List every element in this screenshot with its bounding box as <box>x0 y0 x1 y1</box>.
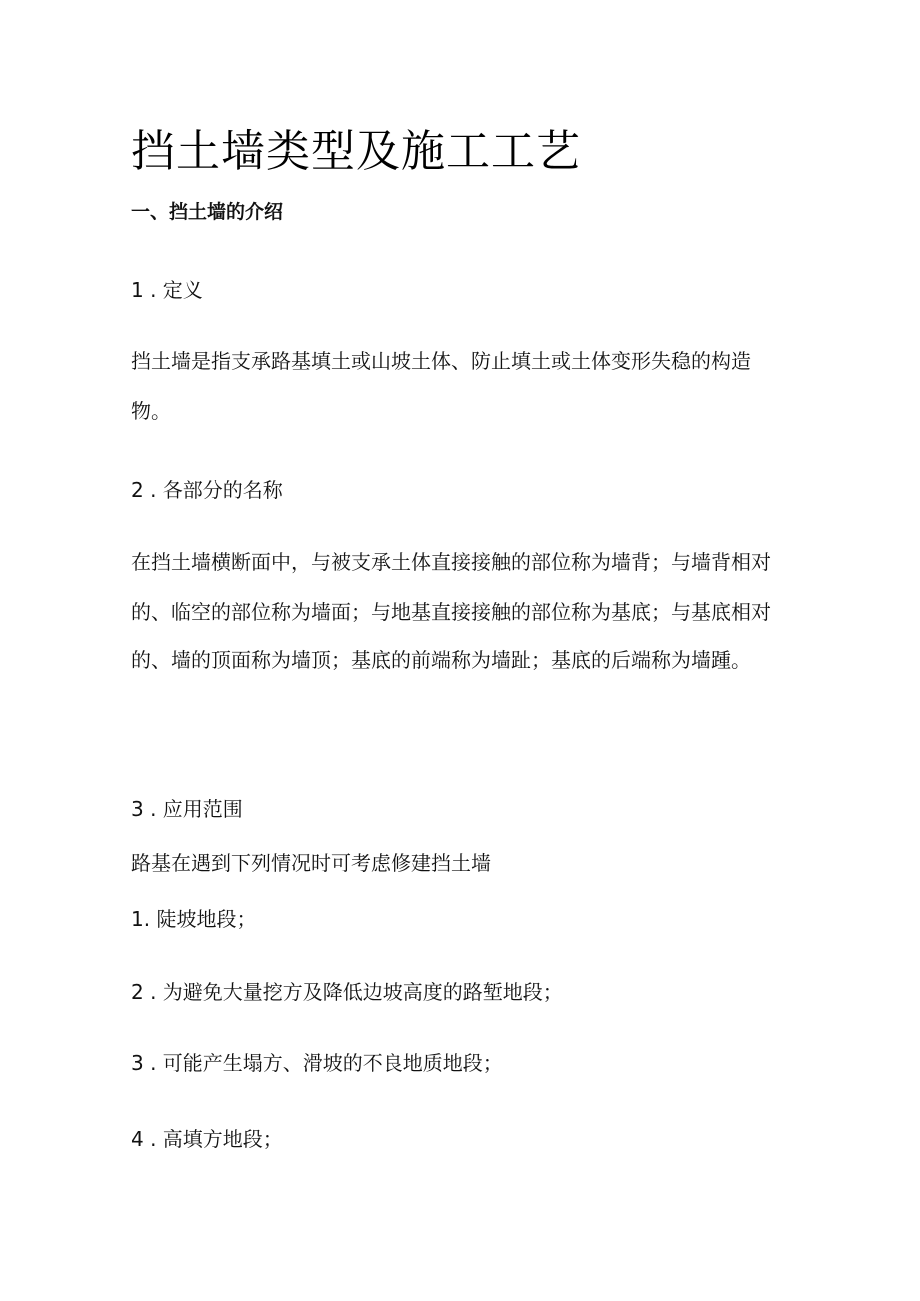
application-item-1: 1. 陡坡地段； <box>131 907 257 931</box>
application-item-4: 4 . 高填方地段； <box>131 1127 283 1151</box>
definition-heading: 1 . 定义 <box>131 278 203 302</box>
document-title: 挡土墙类型及施工工艺 <box>131 126 581 177</box>
parts-line-3: 的、墙的顶面称为墙顶；基底的前端称为墙趾；基底的后端称为墙踵。 <box>131 648 751 672</box>
parts-line-1: 在挡土墙横断面中，与被支承土体直接接触的部位称为墙背；与墙背相对 <box>131 550 771 574</box>
definition-line-1: 挡土墙是指支承路基填土或山坡土体、防止填土或土体变形失稳的构造 <box>131 349 751 373</box>
parts-heading: 2 . 各部分的名称 <box>131 478 283 502</box>
parts-line-2: 的、临空的部位称为墙面；与地基直接接触的部位称为基底；与基底相对 <box>131 600 771 624</box>
definition-line-2: 物。 <box>131 399 171 423</box>
application-item-2: 2 . 为避免大量挖方及降低边坡高度的路堑地段； <box>131 980 563 1004</box>
section-heading: 一、挡土墙的介绍 <box>131 201 284 223</box>
application-heading: 3 . 应用范围 <box>131 797 243 821</box>
application-item-3: 3 . 可能产生塌方、滑坡的不良地质地段； <box>131 1051 503 1075</box>
application-intro: 路基在遇到下列情况时可考虑修建挡土墙 <box>131 851 491 875</box>
